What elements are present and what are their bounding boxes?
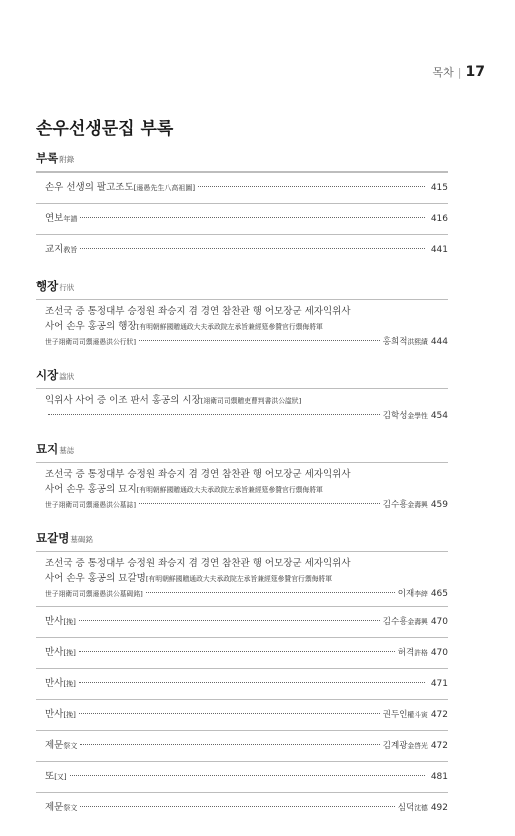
header-label: 목차 (432, 66, 454, 79)
toc-entry[interactable]: 교지敎旨 441 (36, 234, 448, 265)
toc-entry[interactable]: 만사[挽] 권두인權斗寅 472 (36, 699, 448, 730)
toc-entry[interactable]: 연보年譜 416 (36, 203, 448, 234)
toc-entry[interactable]: 또[又] 481 (36, 761, 448, 792)
toc-entry[interactable]: 손우 선생의 팔고조도[遜愚先生八高祖圖] 415 (36, 172, 448, 203)
section-title: 묘지墓誌 (36, 442, 75, 456)
toc-entry[interactable]: 익위사 사어 증 이조 판서 홍공의 시장[翊衛司司禦贈吏曹判書洪公諡狀] 김학성金學性 454 (45, 395, 448, 421)
page-number: 17 (465, 64, 485, 80)
section-myoji (36, 441, 448, 517)
toc-entry[interactable]: 제문祭文 심덕沈德 492 (36, 792, 448, 823)
section-sijang (36, 367, 448, 428)
toc-entry[interactable]: 조선국 증 통정대부 승정원 좌승지 겸 경연 참찬관 행 어모장군 세자익위사 사어 손우 홍공의 묘지[有明朝鮮國贈通政大夫承政院左承旨兼經筵參贊官行禦侮將軍 世子翊衛司司禦遜愚洪公墓誌] 김수흥金壽興 459 (45, 469, 448, 510)
toc-entry[interactable]: 제문祭文 김계광金啓光 472 (36, 730, 448, 761)
toc-entry[interactable]: 조선국 증 통정대부 승정원 좌승지 겸 경연 참찬관 행 어모장군 세자익위사 사어 손우 홍공의 묘갈명[有明朝鮮國贈通政大夫承政院左承旨兼經筵參贊官行禦侮將軍 世子翊衛司司禦遜愚洪公墓碣銘] 이재李縡 465 (45, 558, 448, 599)
toc-entry[interactable]: 조선국 증 통정대부 승정원 좌승지 겸 경연 참찬관 행 어모장군 세자익위사 사어 손우 홍공의 행장[有明朝鮮國贈通政大夫承政院左承旨兼經筵參贊官行禦侮將軍 世子翊衛司司禦遜愚洪公行狀] 홍희적洪熙績 444 (45, 306, 448, 347)
section-title: 시장諡狀 (36, 368, 75, 382)
section-myogalmyeong (36, 530, 448, 823)
section-haengjang (36, 278, 448, 354)
toc-entry[interactable]: 만사[挽] 허격許格 470 (36, 637, 448, 668)
section-appendix (36, 150, 448, 265)
toc-entry[interactable]: 만사[挽] 471 (36, 668, 448, 699)
table-of-contents (36, 150, 448, 836)
running-header (433, 64, 485, 80)
header-separator: | (457, 66, 462, 79)
section-title: 부록附錄 (36, 151, 75, 165)
book-title: 손우선생문집 부록 (36, 119, 174, 139)
section-title: 묘갈명墓碣銘 (36, 531, 93, 545)
toc-entry[interactable]: 만사[挽] 김수흥金壽興 470 (36, 606, 448, 637)
section-title: 행장行狀 (36, 279, 75, 293)
